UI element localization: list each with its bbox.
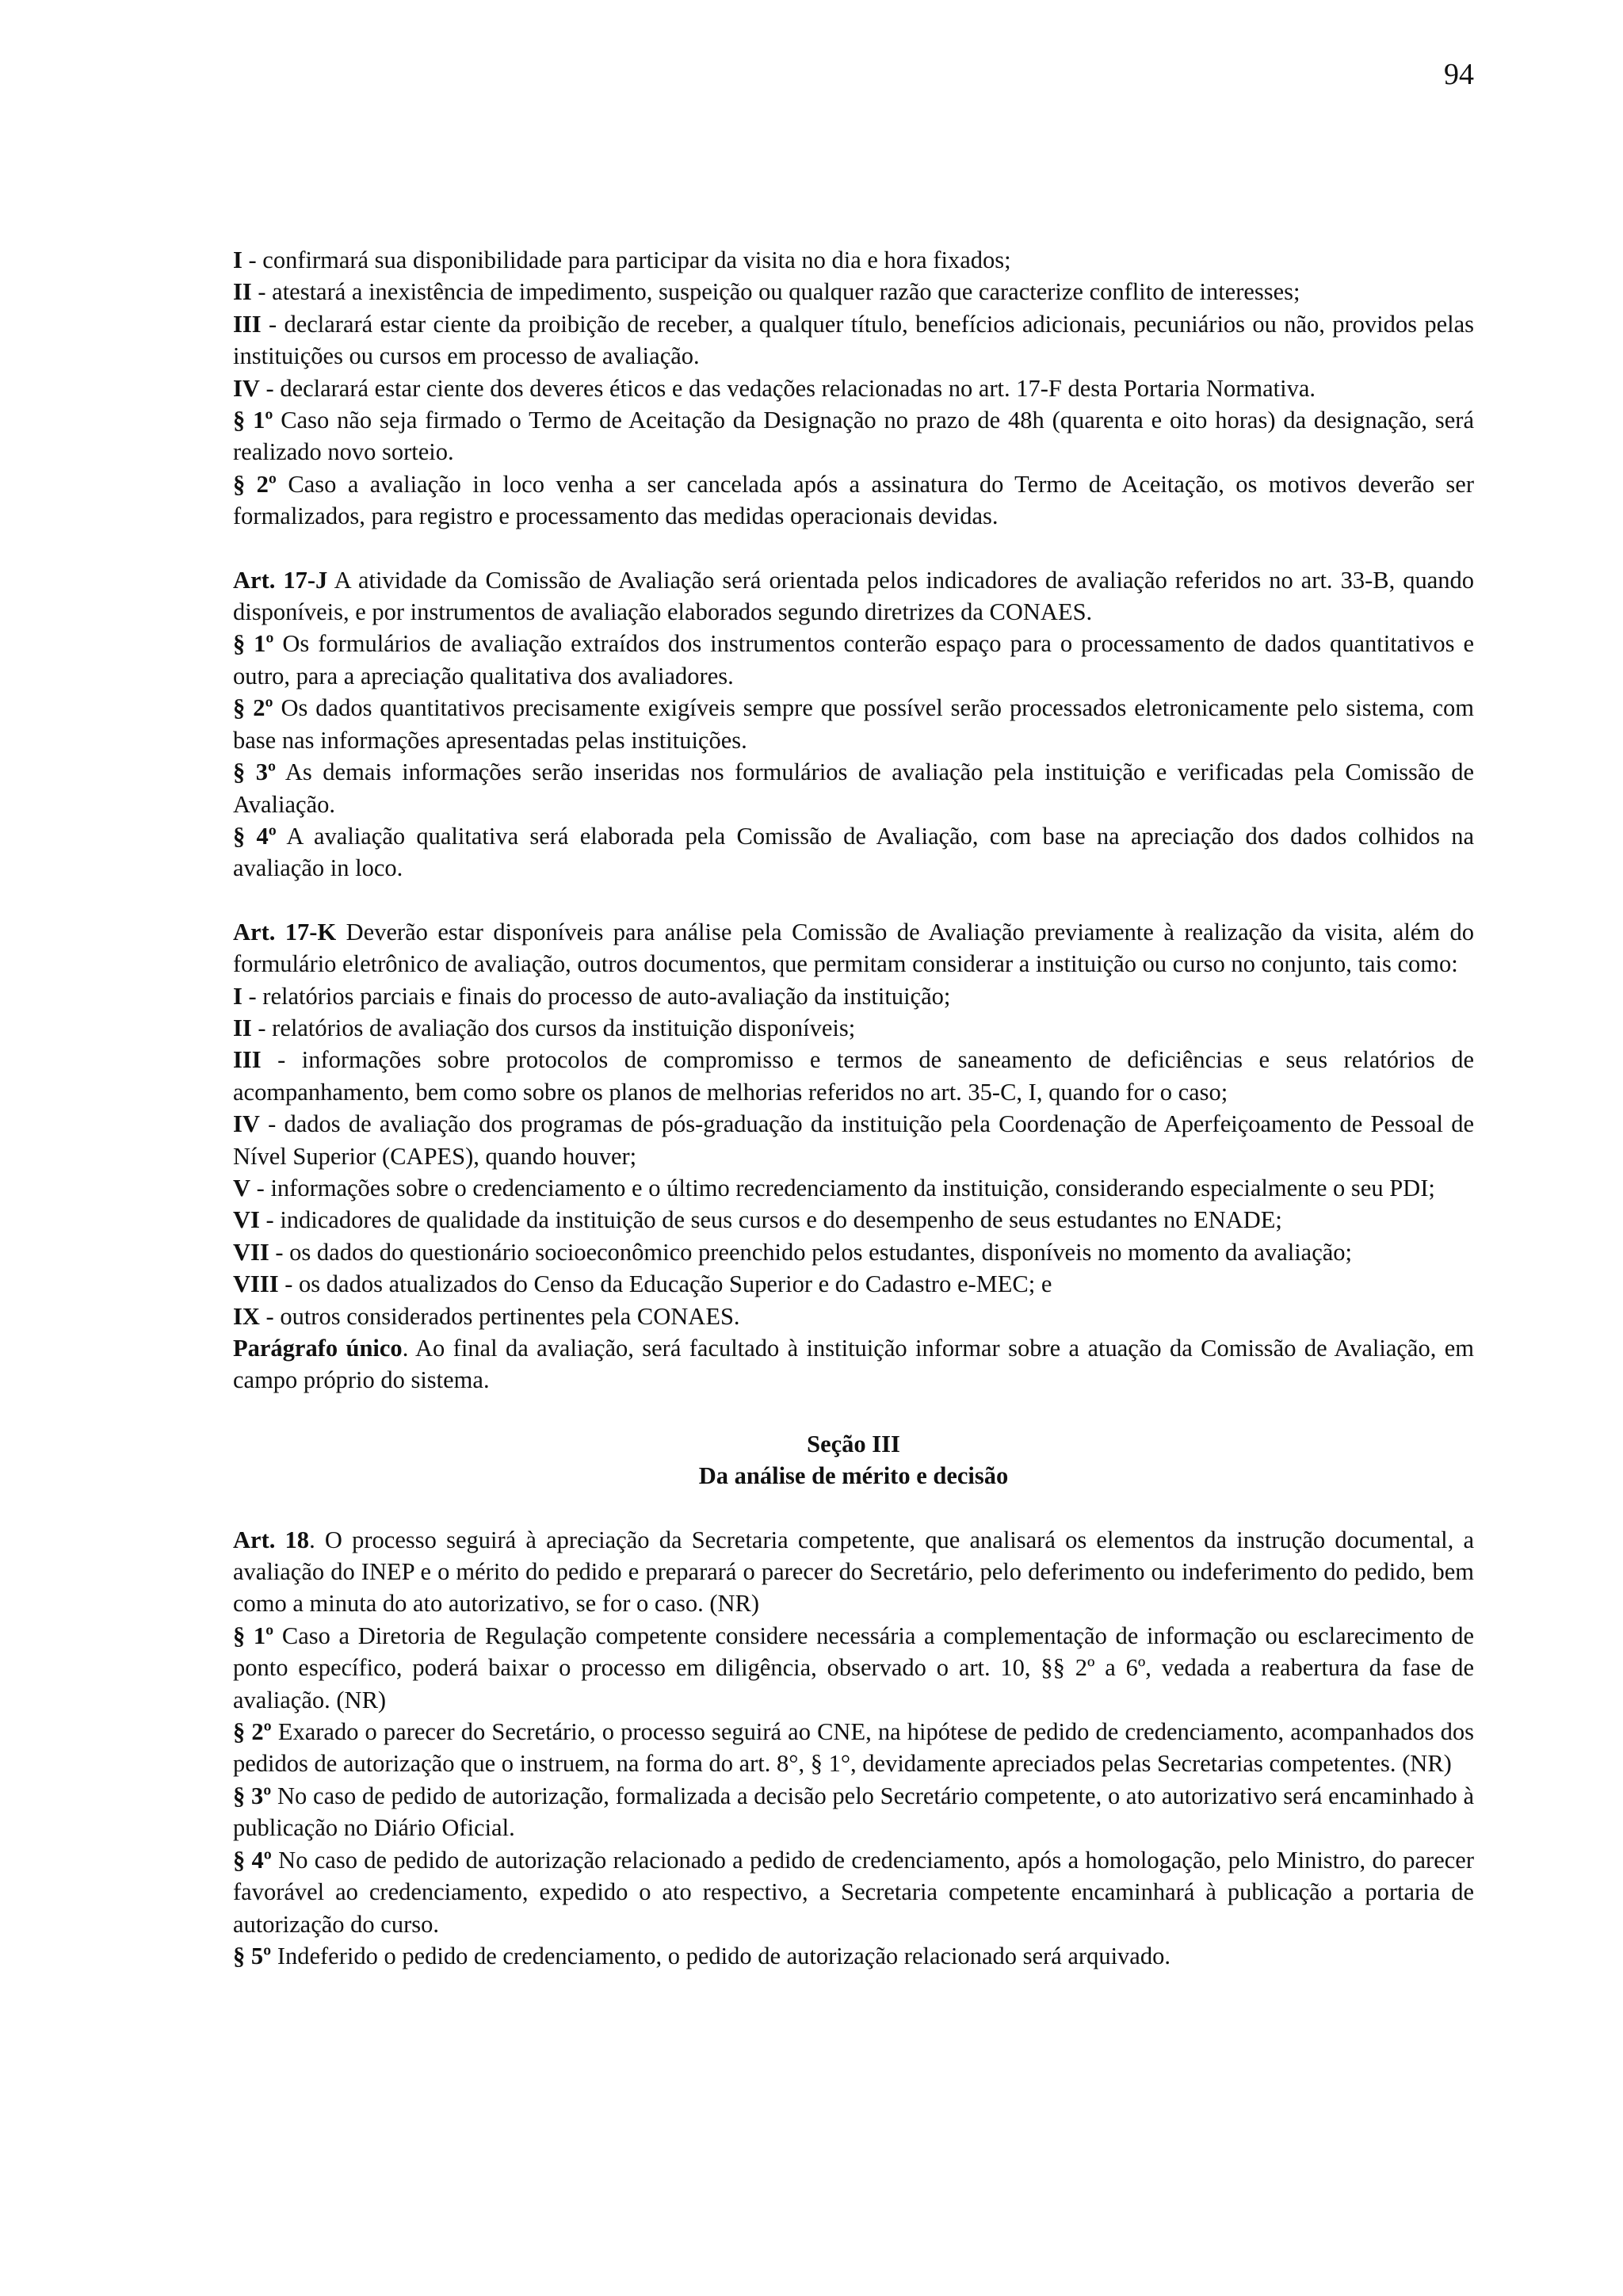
paragraph-text: - declarará estar ciente dos deveres éticos e das vedações relacionadas no art. 17-F desta Portaria Normativa. <box>259 374 1316 402</box>
paragraph <box>233 756 1474 820</box>
paragraph-lead: § 2º <box>233 470 277 498</box>
paragraph <box>233 1172 1474 1204</box>
paragraph-text: . O processo seguirá à apreciação da Secretaria competente, que analisará os elementos da instrução documental, a avaliação do INEP e o mérito do pedido e preparará o parecer do Secretário, pelo deferimento ou indeferimento do pedido, bem como a minuta do ato autorizativo, se for o caso. (NR) <box>233 1526 1474 1618</box>
paragraph-text: Os dados quantitativos precisamente exigíveis sempre que possível serão processados eletronicamente pelo sistema, com base nas informações apresentadas pelas instituições. <box>233 694 1474 754</box>
paragraph <box>233 1716 1474 1780</box>
paragraph <box>233 820 1474 884</box>
paragraph-lead: IV <box>233 1110 260 1138</box>
paragraph <box>233 468 1474 533</box>
paragraph-text: - os dados atualizados do Censo da Educação Superior e do Cadastro e-MEC; e <box>278 1270 1052 1298</box>
paragraph-lead: III <box>233 1046 262 1074</box>
section-heading: Da análise de mérito e decisão <box>698 1462 1009 1490</box>
paragraph-lead: II <box>233 1014 252 1041</box>
paragraph-lead: § 4º <box>233 822 277 850</box>
paragraph <box>233 1844 1474 1940</box>
paragraph-text: As demais informações serão inseridas nos formulários de avaliação pela instituição e verificadas pela Comissão de Avaliação. <box>233 758 1474 818</box>
paragraph-text: - indicadores de qualidade da instituição de seus cursos e do desempenho de seus estudantes no ENADE; <box>259 1206 1282 1234</box>
paragraph-text: - atestará a inexistência de impedimento, suspeição ou qualquer razão que caracterize conflito de interesses; <box>251 278 1300 306</box>
paragraph-lead: Parágrafo único <box>233 1335 403 1362</box>
paragraph-lead: I <box>233 982 242 1010</box>
paragraph-text: No caso de pedido de autorização relacionado a pedido de credenciamento, após a homologação, pelo Ministro, do parecer favorável ao credenciamento, expedido o ato respectivo, a Secretaria competente encaminhará à publicação a portaria de autorização do curso. <box>233 1846 1474 1938</box>
paragraph <box>233 1236 1474 1268</box>
section-gap <box>233 533 1474 564</box>
paragraph <box>233 308 1474 372</box>
paragraph-text: Deverão estar disponíveis para análise pela Comissão de Avaliação previamente à realização da visita, além do formulário eletrônico de avaliação, outros documentos, que permitam considerar a instituição ou curso no conjunto, tais como: <box>233 918 1474 978</box>
paragraph-text: - informações sobre o credenciamento e o último recredenciamento da instituição, considerando especialmente o seu PDI; <box>250 1174 1435 1201</box>
paragraph-text: Os formulários de avaliação extraídos dos instrumentos conterão espaço para o processamento de dados quantitativos e outro, para a apreciação qualitativa dos avaliadores. <box>233 630 1474 690</box>
paragraph-text: - outros considerados pertinentes pela CONAES. <box>259 1302 740 1330</box>
paragraph-lead: IX <box>233 1302 260 1330</box>
paragraph-lead: Art. 17-K <box>233 918 337 946</box>
paragraph <box>233 628 1474 692</box>
paragraph <box>233 1268 1474 1300</box>
paragraph <box>233 1204 1474 1236</box>
paragraph-lead: Art. 17-J <box>233 566 328 594</box>
paragraph-text: - relatórios parciais e finais do processo de auto-avaliação da instituição; <box>242 982 951 1010</box>
paragraph <box>233 916 1474 980</box>
paragraph <box>233 980 1474 1012</box>
section-heading: Seção III <box>807 1430 900 1457</box>
paragraph-text: Exarado o parecer do Secretário, o processo seguirá ao CNE, na hipótese de pedido de credenciamento, acompanhados dos pedidos de autorização que o instruem, na forma do art. 8°, § 1°, devidamente apreciados pelas Secretarias competentes. (NR) <box>233 1718 1474 1778</box>
paragraph <box>233 1780 1474 1844</box>
paragraph-lead: II <box>233 278 252 306</box>
document-body <box>233 244 1474 1972</box>
paragraph-text: - confirmará sua disponibilidade para participar da visita no dia e hora fixados; <box>242 246 1011 273</box>
paragraph-lead: § 2º <box>233 694 273 722</box>
paragraph <box>233 1620 1474 1716</box>
paragraph <box>233 1301 1474 1332</box>
paragraph-text: No caso de pedido de autorização, formalizada a decisão pelo Secretário competente, o ato autorizativo será encaminhado à publicação no Diário Oficial. <box>233 1782 1474 1842</box>
paragraph <box>233 1108 1474 1172</box>
paragraph <box>233 1524 1474 1620</box>
section-gap <box>233 884 1474 916</box>
paragraph-text: A atividade da Comissão de Avaliação será orientada pelos indicadores de avaliação referidos no art. 33-B, quando disponíveis, e por instrumentos de avaliação elaborados segundo diretrizes da CONAES. <box>233 566 1474 626</box>
paragraph-text: - os dados do questionário socioeconômico preenchido pelos estudantes, disponíveis no momento da avaliação; <box>269 1238 1353 1266</box>
paragraph <box>233 564 1474 628</box>
paragraph-lead: § 4º <box>233 1846 272 1874</box>
paragraph-lead: III <box>233 310 262 338</box>
paragraph-lead: V <box>233 1174 251 1201</box>
paragraph-lead: § 3º <box>233 1782 272 1809</box>
paragraph <box>233 1012 1474 1044</box>
paragraph-lead: IV <box>233 374 260 402</box>
paragraph-lead: § 1º <box>233 630 274 658</box>
paragraph-lead: VII <box>233 1238 269 1266</box>
paragraph-lead: § 3º <box>233 758 277 786</box>
section-gap <box>233 1492 1474 1524</box>
paragraph <box>233 1940 1474 1972</box>
paragraph-lead: I <box>233 246 242 273</box>
paragraph <box>233 1332 1474 1396</box>
paragraph-text: A avaliação qualitativa será elaborada pela Comissão de Avaliação, com base na apreciação dos dados colhidos na avaliação in loco. <box>233 822 1474 882</box>
paragraph-lead: § 1º <box>233 1622 274 1649</box>
paragraph-text: Indeferido o pedido de credenciamento, o pedido de autorização relacionado será arquivado. <box>271 1942 1170 1969</box>
paragraph-lead: VI <box>233 1206 260 1234</box>
paragraph-lead: § 2º <box>233 1718 272 1746</box>
paragraph-text: Caso a Diretoria de Regulação competente considere necessária a complementação de informação ou esclarecimento de ponto específico, poderá baixar o processo em diligência, observado o art. 10, §§ 2º a 6º, vedada a reabertura da fase de avaliação. (NR) <box>233 1622 1474 1713</box>
paragraph-text: Caso não seja firmado o Termo de Aceitação da Designação no prazo de 48h (quarenta e oito horas) da designação, será realizado novo sorteio. <box>233 407 1474 466</box>
paragraph-text: - informações sobre protocolos de compromisso e termos de saneamento de deficiências e seus relatórios de acompanhamento, bem como sobre os planos de melhorias referidos no art. 35-C, I, quando for o caso; <box>233 1046 1474 1106</box>
section-gap <box>233 1396 1474 1428</box>
paragraph <box>233 404 1474 468</box>
paragraph-lead: VIII <box>233 1270 279 1298</box>
page-number: 94 <box>1444 58 1474 91</box>
paragraph <box>233 372 1474 404</box>
paragraph-lead: § 1º <box>233 407 273 434</box>
paragraph-text: - relatórios de avaliação dos cursos da instituição disponíveis; <box>251 1014 856 1041</box>
paragraph-lead: Art. 18 <box>233 1526 310 1553</box>
paragraph <box>233 276 1474 308</box>
paragraph <box>233 1044 1474 1108</box>
paragraph <box>233 244 1474 276</box>
paragraph-text: - declarará estar ciente da proibição de receber, a qualquer título, benefícios adicionais, pecuniários ou não, providos pelas instituições ou cursos em processo de avaliação. <box>233 310 1474 370</box>
paragraph-text: - dados de avaliação dos programas de pós-graduação da instituição pela Coordenação de Aperfeiçoamento de Pessoal de Nível Superior (CAPES), quando houver; <box>233 1110 1474 1170</box>
paragraph-lead: § 5º <box>233 1942 272 1969</box>
paragraph <box>233 692 1474 756</box>
paragraph-text: . Ao final da avaliação, será facultado à instituição informar sobre a atuação da Comissão de Avaliação, em campo próprio do sistema. <box>233 1335 1474 1394</box>
paragraph-text: Caso a avaliação in loco venha a ser cancelada após a assinatura do Termo de Aceitação, os motivos deverão ser formalizados, para registro e processamento das medidas operacionais devidas. <box>233 470 1474 530</box>
